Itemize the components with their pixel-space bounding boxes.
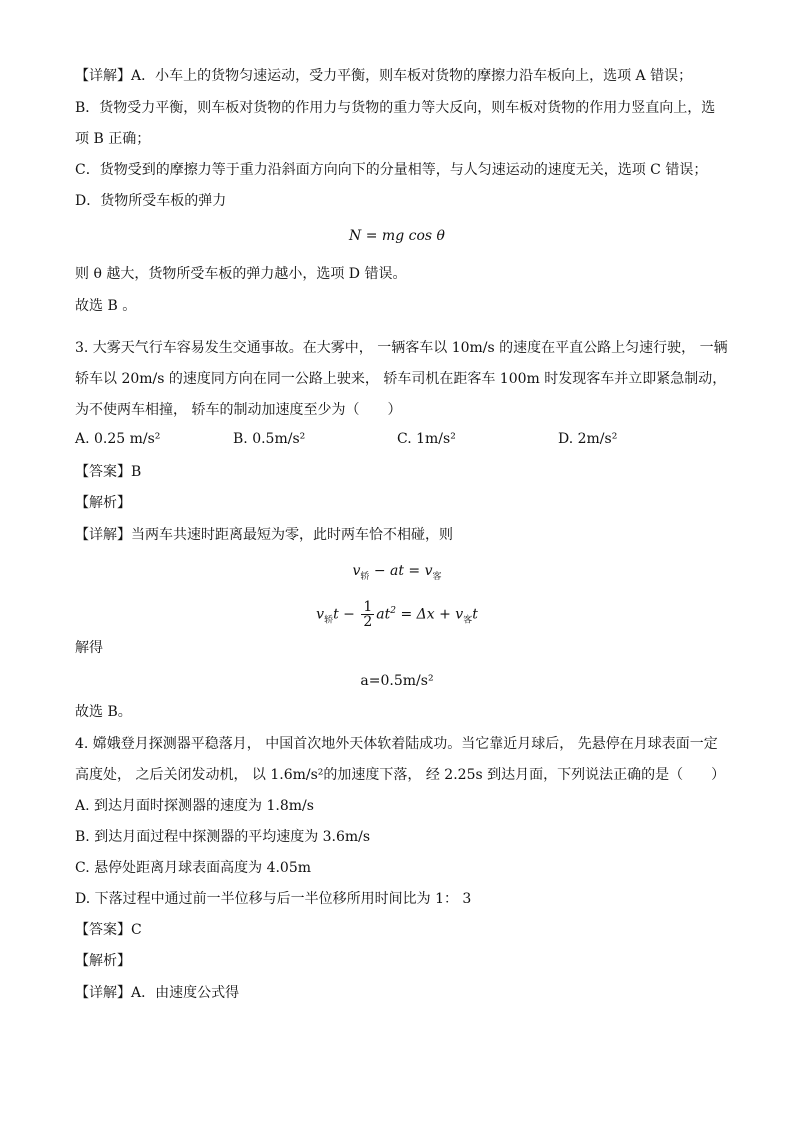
q4-option-d: D. 下落过程中通过前一半位移与后一半位移所用时间比为 1： 3 — [75, 891, 472, 907]
q3-solve: 解得 — [75, 640, 103, 656]
q3-option-b: B. 0.5m/s² — [233, 431, 306, 447]
q4-stem-line1: 4. 嫦娥登月探测器平稳落月， 中国首次地外天体软着陆成功。当它靠近月球后， 先悬停在月球表面一定 — [75, 736, 718, 752]
q4-answer: 【答案】C — [75, 922, 142, 938]
q4-option-c: C. 悬停处距离月球表面高度为 4.05m — [75, 860, 312, 876]
q3-result: a=0.5m/s² — [360, 673, 434, 689]
q4-stem-line2: 高度处， 之后关闭发动机， 以 1.6m/s²的加速度下落， 经 2.25s 到达月面，下列说法正确的是（ ） — [75, 767, 726, 783]
q3-option-c: C. 1m/s² — [397, 431, 456, 447]
q4-analysis-heading: 【解析】 — [75, 953, 131, 969]
q3-option-a: A. 0.25 m/s² — [75, 431, 161, 447]
q2-option-d: D．货物所受车板的弹力 — [75, 193, 227, 209]
q2-formula: N = mg cos θ — [349, 228, 445, 244]
q2-option-c: C．货物受到的摩擦力等于重力沿斜面方向向下的分量相等，与人匀速运动的速度无关，选项 C 错误； — [75, 162, 708, 178]
q3-choose: 故选 B。 — [75, 704, 132, 720]
q2-option-b-line1: B．货物受力平衡，则车板对货物的作用力与货物的重力等大反向，则车板对货物的作用力竖直向上，选 — [75, 100, 716, 116]
q2-option-b-line2: 项 B 正确； — [75, 131, 151, 147]
q2-choose: 故选 B 。 — [75, 298, 137, 314]
q4-option-a: A. 到达月面时探测器的速度为 1.8m/s — [75, 798, 314, 814]
q3-equation-2: $v_轿t$ − $\frac{1}{2}$ $at^2 = \Delta x + v_客t$ — [316, 599, 478, 631]
q2-conclusion: 则 θ 越大，货物所受车板的弹力越小，选项 D 错误。 — [75, 266, 407, 282]
q2-detail-a: 【详解】A．小车上的货物匀速运动，受力平衡，则车板对货物的摩擦力沿车板向上，选项 A 错误； — [75, 68, 693, 84]
fraction-one-half: $\frac{1}{2}$ — [363, 599, 373, 631]
q3-equation-1: $v_轿$ − at = $v_客$ — [352, 563, 442, 582]
q3-option-d: D. 2m/s² — [558, 431, 618, 447]
q3-stem-line2: 轿车以 20m/s 的速度同方向在同一公路上驶来， 轿车司机在距客车 100m 时发现客车并立即紧急制动， — [75, 371, 727, 387]
q3-stem-line3: 为不使两车相撞， 轿车的制动加速度至少为（ ） — [75, 402, 402, 418]
q4-detail: 【详解】A．由速度公式得 — [75, 985, 240, 1001]
q3-detail: 【详解】当两车共速时距离最短为零，此时两车恰不相碰，则 — [75, 527, 453, 543]
q4-option-b: B. 到达月面过程中探测器的平均速度为 3.6m/s — [75, 829, 371, 845]
q3-answer: 【答案】B — [75, 464, 142, 480]
q3-stem-line1: 3. 大雾天气行车容易发生交通事故。在大雾中， 一辆客车以 10m/s 的速度在平直公路上匀速行驶， 一辆 — [75, 340, 728, 356]
q3-analysis-heading: 【解析】 — [75, 495, 131, 511]
